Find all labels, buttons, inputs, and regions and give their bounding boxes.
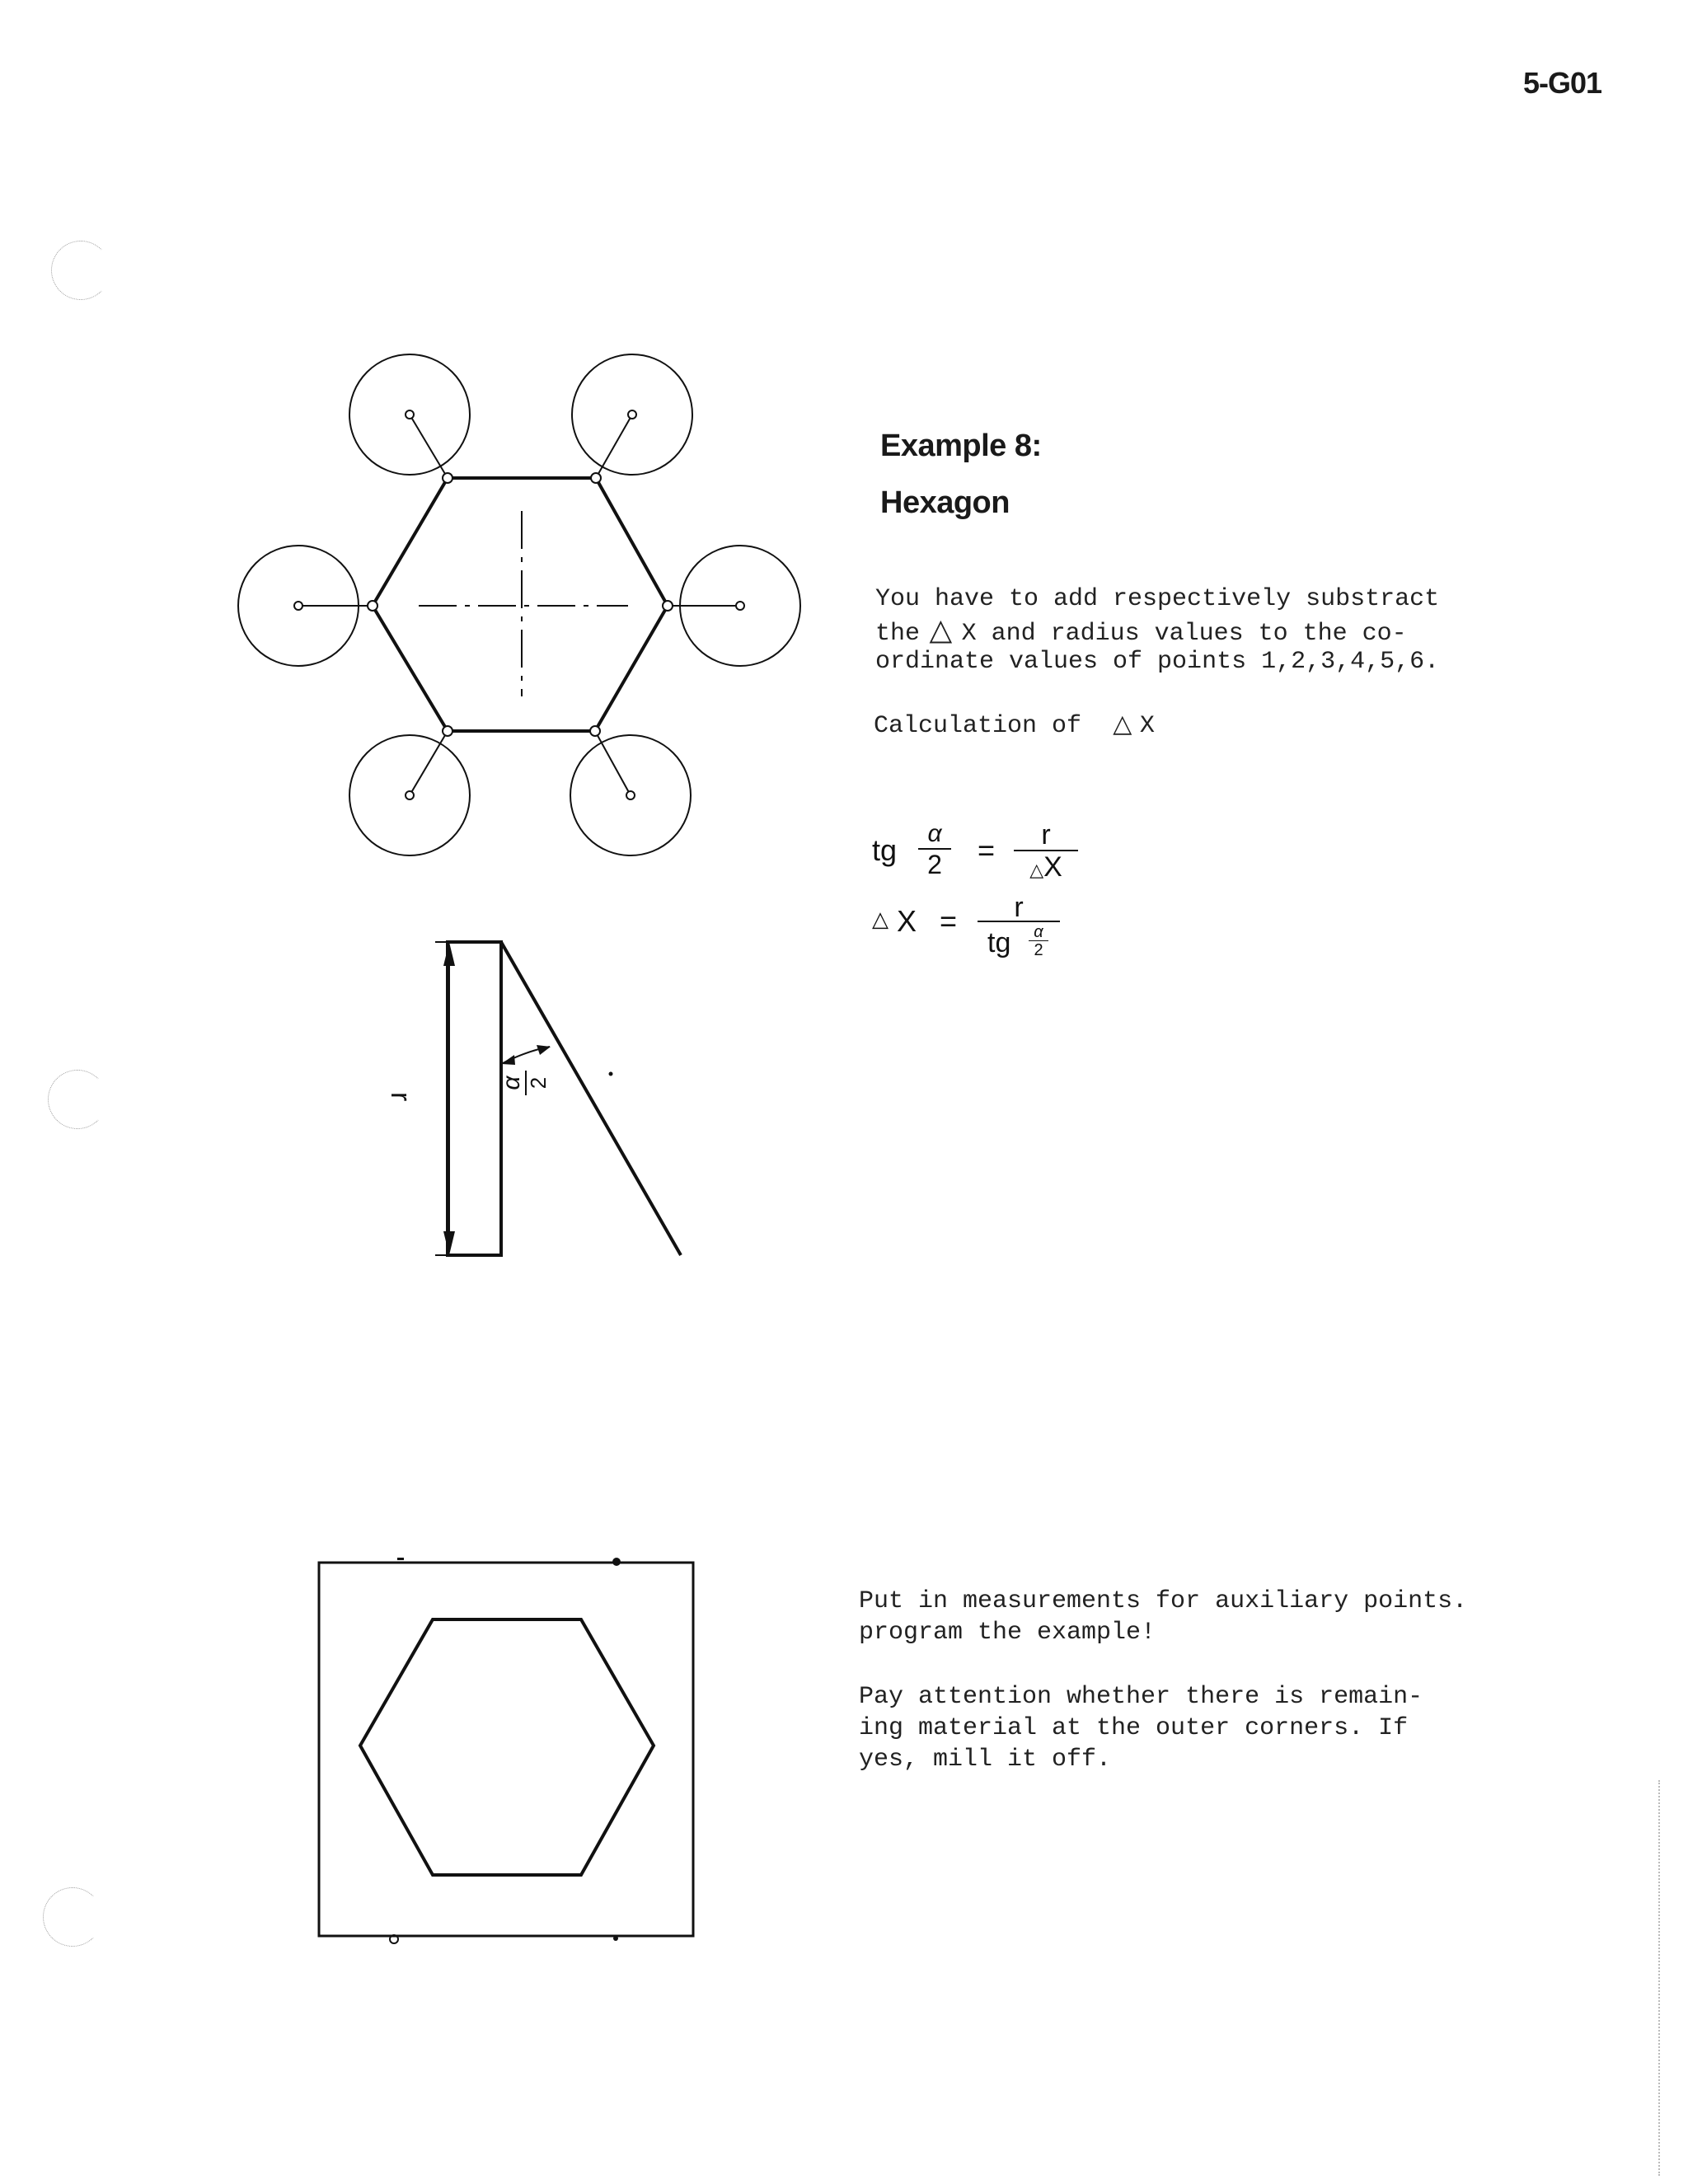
half-angle-alpha: α (498, 1076, 525, 1090)
page-number: 5-G01 (1523, 66, 1602, 100)
formula-1-delta: △ (1029, 860, 1044, 881)
formula-1-two: 2 (927, 850, 942, 879)
radius-label: r (385, 1092, 416, 1102)
formula-1-tg: tg (872, 833, 898, 867)
punch-hole-mark-middle (48, 1070, 107, 1129)
hexagon-contour (373, 478, 668, 731)
formula-2-delta: △ (872, 907, 889, 932)
calculation-delta-x: X (1139, 712, 1155, 740)
exercise-line-3: Pay attention whether there is remain- (859, 1683, 1423, 1711)
exercise-line-4: ing material at the outer corners. If (859, 1714, 1409, 1742)
tool-circle-6 (570, 735, 691, 855)
formula-row-1 (872, 820, 1086, 894)
formula-row-2 (872, 894, 1103, 977)
formula-1-x: X (1043, 851, 1062, 883)
workpiece-figure (319, 1563, 693, 1936)
formula-2-x: X (897, 904, 917, 938)
calc-delta-symbol: △ (1081, 710, 1140, 738)
intro-line-2-start: the (875, 620, 921, 648)
scan-edge-line (1658, 1780, 1660, 2176)
angle-radius-diagram (435, 942, 681, 1255)
tool-circle-2 (572, 354, 692, 475)
exercise-line-1: Put in measurements for auxiliary points. (859, 1587, 1468, 1615)
formula-2-alpha: α (1034, 923, 1043, 941)
tool-circle-4 (680, 546, 800, 666)
formula-2-r-over-tg (978, 894, 1060, 965)
tool-circle-3 (238, 546, 359, 666)
intro-line-2 (875, 615, 1407, 649)
exercise-line-2: program the example! (859, 1619, 1156, 1647)
example-subtitle: Hexagon (880, 485, 1010, 520)
formula-1-equals: = (978, 833, 996, 867)
intro-line-3: ordinate values of points 1,2,3,4,5,6. (875, 648, 1440, 676)
calculation-line (874, 709, 1155, 742)
half-angle-two: 2 (526, 1076, 551, 1090)
exercise-line-5: yes, mill it off. (859, 1746, 1112, 1774)
delta-symbol: △ (920, 613, 962, 647)
formula-2-two: 2 (1034, 941, 1043, 959)
formula-1-alpha-fraction (918, 820, 951, 879)
punch-hole-mark-top (51, 241, 110, 300)
example-title: Example 8: (880, 429, 1042, 463)
intro-line-2-end: X and radius values to the co- (961, 620, 1407, 648)
formula-2-alpha-fraction (1029, 924, 1048, 959)
formula-2-equals: = (940, 904, 958, 938)
tool-circle-1 (349, 354, 470, 475)
formula-1-r-over-dx (1014, 820, 1078, 887)
formula-1-r: r (1041, 819, 1051, 851)
formula-1-alpha: α (927, 820, 942, 847)
punch-hole-mark-bottom (43, 1887, 102, 1947)
intro-line-1: You have to add respectively substract (875, 585, 1440, 613)
tool-circle-5 (349, 735, 470, 855)
half-angle-fraction (499, 1069, 549, 1097)
formula-2-tg: tg (987, 927, 1011, 958)
formula-2-r: r (1014, 892, 1024, 923)
calculation-label: Calculation of (874, 712, 1082, 740)
